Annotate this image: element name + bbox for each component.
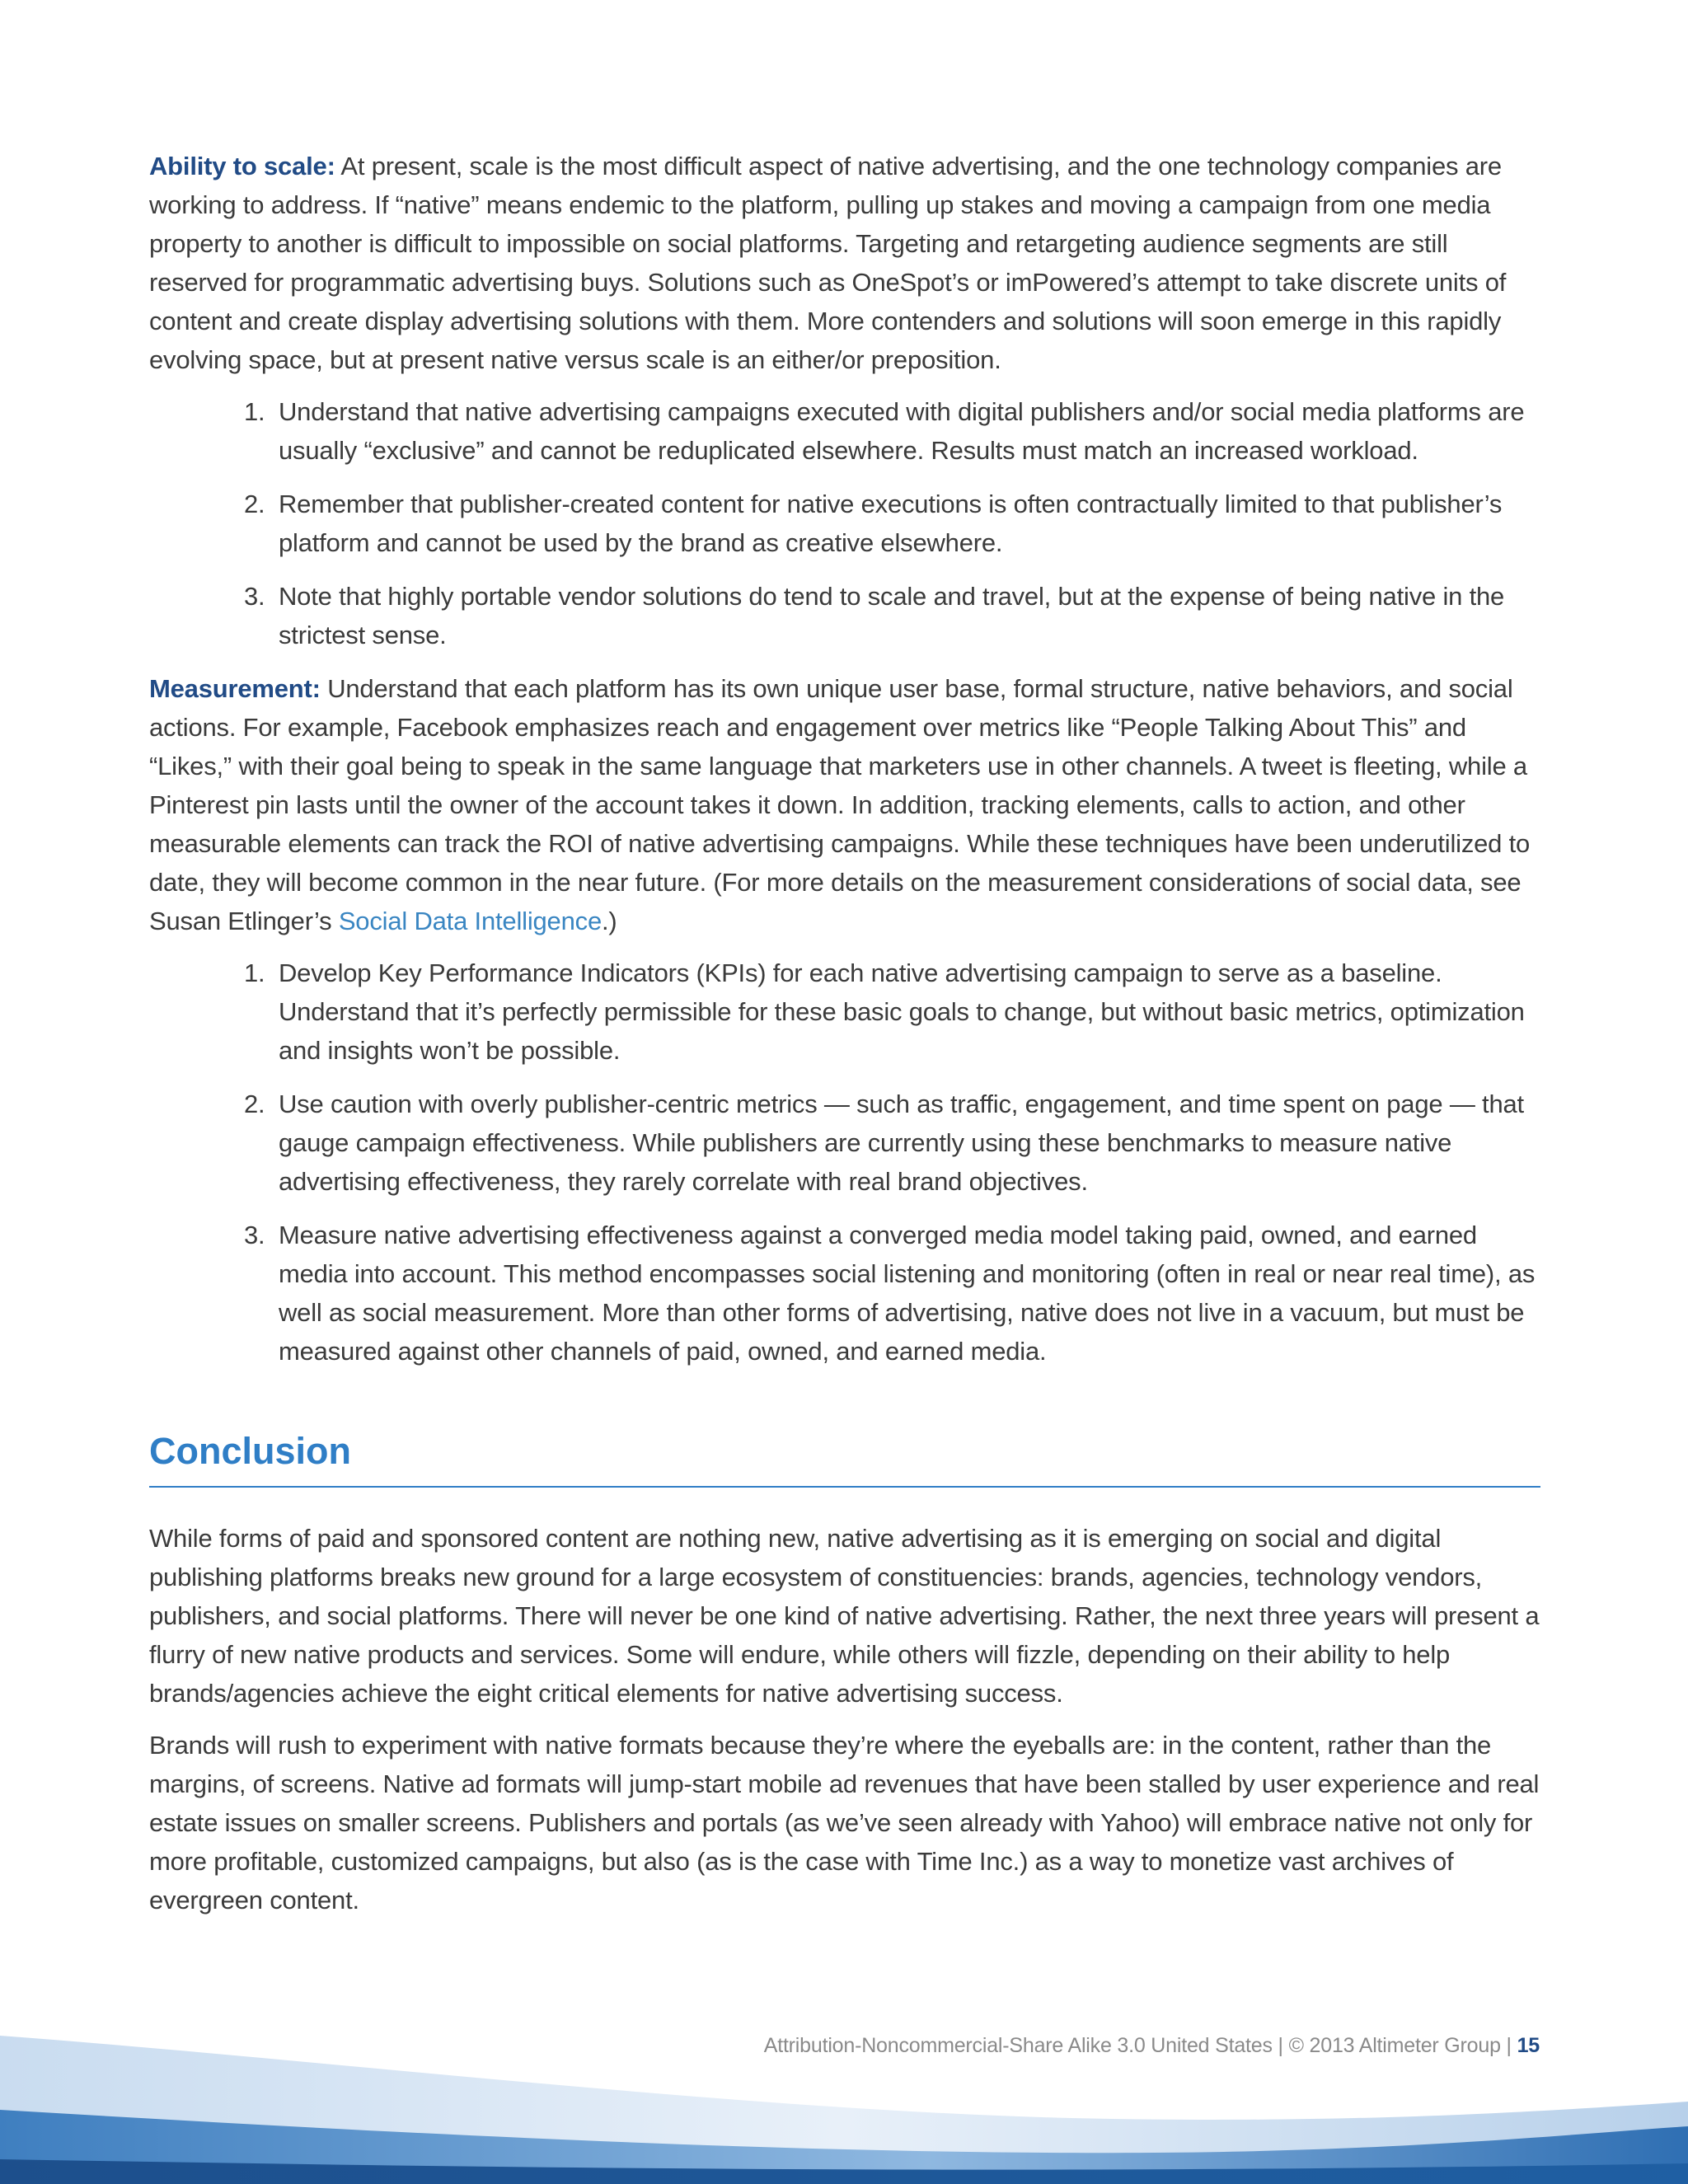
list-number: 3. [244,582,265,611]
measurement-list [149,954,1540,1371]
list-item [244,1216,1540,1371]
list-item-text: Remember that publisher-created content for native executions is often contractually limited to that publisher’s platform and cannot be used by the brand as creative elsewhere. [279,490,1503,557]
list-number: 2. [244,1090,265,1118]
conclusion-paragraph: While forms of paid and sponsored content are nothing new, native advertising as it is emerging on social and digital publishing platforms breaks new ground for a large ecosystem of constituencies: brands, agencies, technology vendors, publishers, and social platforms. There will never be one kind of native advertising. Rather, the next three years will present a flurry of new native products and services. Some will endure, while others will fizzle, depending on their ability to help brands/agencies achieve the eight critical elements for native advertising success. [149,1524,1540,1708]
list-item [244,1085,1540,1201]
conclusion-paragraph: Brands will rush to experiment with native formats because they’re where the eyeballs are: in the content, rather than the margins, of screens. Native ad formats will jump-start mobile ad revenues that have been stalled by user experience and real estate issues on smaller screens. Publishers and portals (as we’ve seen already with Yahoo) will embrace native not only for more profitable, customized campaigns, but also (as is the case with Time Inc.) as a way to monetize vast archives of evergreen content. [149,1731,1540,1915]
footer-license-text: Attribution-Noncommercial-Share Alike 3.0 United States | © 2013 Altimeter Group | [763,2034,1517,2057]
list-number: 2. [244,490,265,518]
measurement-lead: Measurement: [149,674,321,703]
measurement-after: .) [601,907,617,935]
list-item-text: Use caution with overly publisher-centric metrics — such as traffic, engagement, and time spent on page — that gauge campaign effectiveness. While publishers are currently using these benchmarks to measure native advertising effectiveness, they rarely correlate with real brand objectives. [279,1090,1524,1196]
list-item-text: Note that highly portable vendor solutions do tend to scale and travel, but at the expense of being native in the strictest sense. [279,582,1505,649]
scale-lead: Ability to scale: [149,152,335,180]
list-item [244,577,1540,654]
list-item-text: Develop Key Performance Indicators (KPIs) for each native advertising campaign to serve as a baseline. Understand that it’s perfectly permissible for these basic goals to change, but without basic metrics, optimization and insights won’t be possible. [279,958,1525,1065]
list-item [244,392,1540,470]
heading-divider [149,1486,1540,1488]
scale-text: At present, scale is the most difficult aspect of native advertising, and the one technology companies are working to address. If “native” means endemic to the platform, pulling up stakes and moving a campaign from one media property to another is difficult to impossible on social platforms. Targeting and retargeting audience segments are still reserved for programmatic advertising buys. Solutions such as OneSpot’s or imPowered’s attempt to take discrete units of content and create display advertising solutions with them. More contenders and solutions will soon emerge in this rapidly evolving space, but at present native versus scale is an either/or preposition. [149,152,1507,374]
conclusion-heading: Conclusion [149,1430,351,1472]
social-data-intelligence-link[interactable]: Social Data Intelligence [338,907,602,935]
footer-license [764,2034,1540,2058]
scale-paragraph [149,147,1540,379]
list-item-text: Measure native advertising effectiveness against a converged media model taking paid, owned, and earned media into account. This method encompasses social listening and monitoring (often in real or near real time), as well as social measurement. More than other forms of advertising, native does not live in a vacuum, but must be measured against other channels of paid, owned, and earned media. [279,1221,1536,1366]
list-number: 3. [244,1221,265,1249]
list-number: 1. [244,958,265,987]
list-item [244,485,1540,562]
page-content [149,147,1540,1933]
measurement-paragraph [149,669,1540,940]
list-item [244,954,1540,1070]
list-item-text: Understand that native advertising campaigns executed with digital publishers and/or social media platforms are usually “exclusive” and cannot be reduplicated elsewhere. Results must match an increased workload. [279,397,1525,465]
scale-list [149,392,1540,654]
measurement-text: Understand that each platform has its own unique user base, formal structure, native behaviors, and social actions. For example, Facebook emphasizes reach and engagement over metrics like “People Talking About This” and “Likes,” with their goal being to speak in the same language that marketers use in other channels. A tweet is fleeting, while a Pinterest pin lasts until the owner of the account takes it down. In addition, tracking elements, calls to action, and other measurable elements can track the ROI of native advertising campaigns. While these techniques have been underutilized to date, they will become common in the near future. (For more details on the measurement considerations of social data, see Susan Etlinger’s [149,674,1531,935]
page-number: 15 [1517,2034,1540,2057]
list-number: 1. [244,397,265,426]
